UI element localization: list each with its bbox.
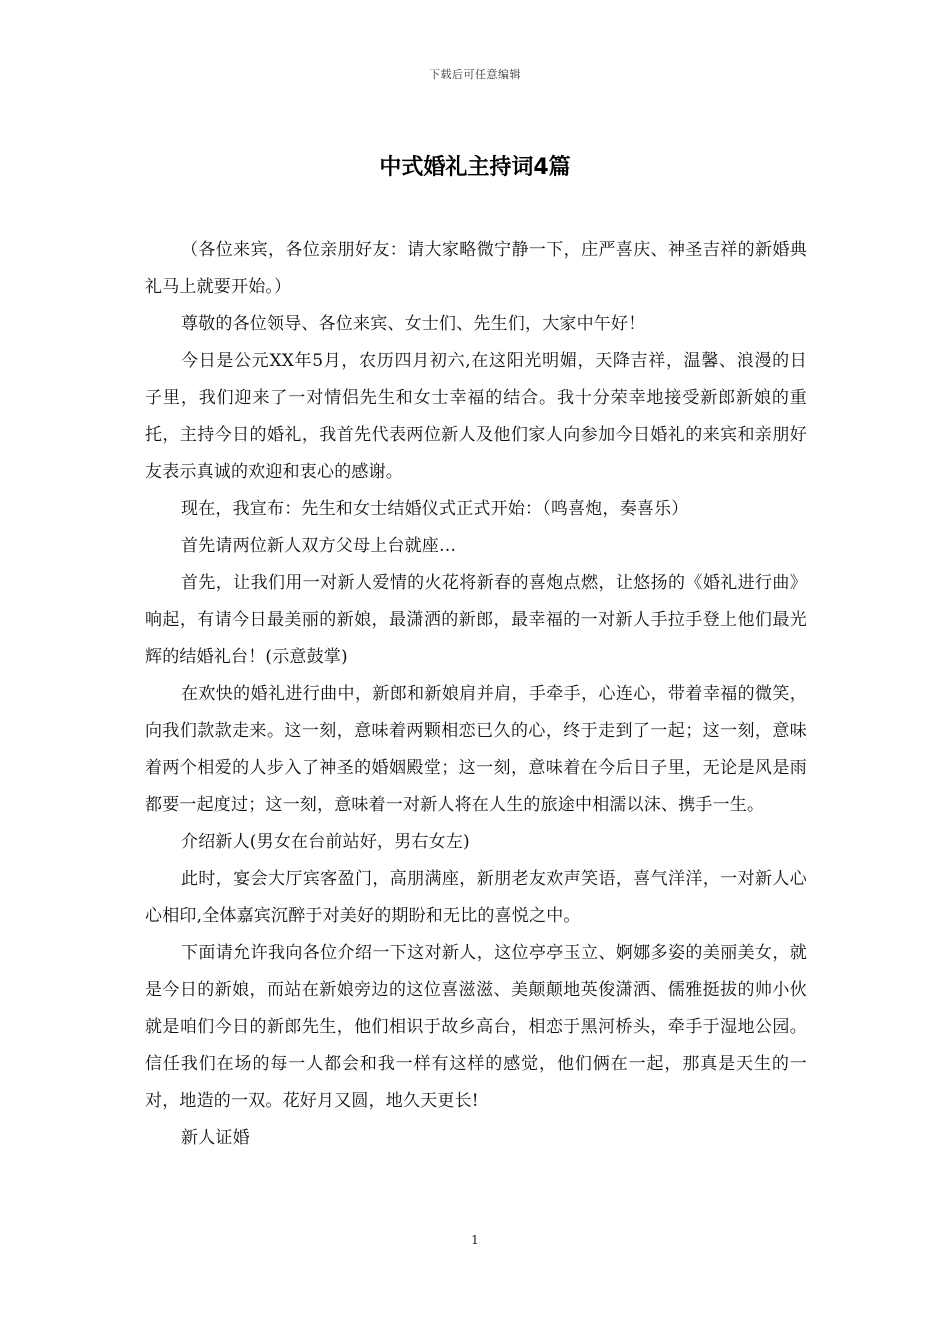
paragraph-date-welcome: 今日是公元XX年5月，农历四月初六,在这阳光明媚，天降吉祥，温馨、浪漫的日子里，我们迎来了一对情侣先生和女士幸福的结合。我十分荣幸地接受新郎新娘的重托，主持今日的婚礼，我首先代表两位新人及他们家人向参加今日婚礼的来宾和亲朋好友表示真诚的欢迎和衷心的感谢。 bbox=[145, 351, 807, 482]
paragraph-wedding-march: 首先，让我们用一对新人爱情的火花将新春的喜炮点燃，让悠扬的《婚礼进行曲》响起，有请今日最美丽的新娘，最潇洒的新郎，最幸福的一对新人手拉手登上他们最光辉的结婚礼台！(示意鼓掌) bbox=[145, 573, 807, 667]
page-header-note: 下载后可任意编辑 bbox=[429, 68, 521, 81]
paragraph-couple-introduction: 下面请允许我向各位介绍一下这对新人，这位亭亭玉立、婀娜多姿的美丽美女，就是今日的新娘，而站在新娘旁边的这位喜滋滋、美颠颠地英俊潇洒、儒雅挺拔的帅小伙就是咱们今日的新郎先生，他们相识于故乡高台，相恋于黑河桥头，牵手于湿地公园。信任我们在场的每一人都会和我一样有这样的感觉，他们俩在一起，那真是天生的一对，地造的一双。花好月又圆，地久天更长! bbox=[145, 943, 807, 1111]
paragraph-greeting: 尊敬的各位领导、各位来宾、女士们、先生们，大家中午好！ bbox=[181, 314, 646, 334]
paragraph-banquet-hall: 此时，宴会大厅宾客盈门，高朋满座，新朋老友欢声笑语，喜气洋洋，一对新人心心相印,全体嘉宾沉醉于对美好的期盼和无比的喜悦之中。 bbox=[145, 869, 807, 926]
paragraph-this-moment: 在欢快的婚礼进行曲中，新郎和新娘肩并肩，手牵手，心连心，带着幸福的微笑，向我们款款走来。这一刻，意味着两颗相恋已久的心，终于走到了一起；这一刻，意味着两个相爱的人步入了神圣的婚姻殿堂；这一刻，意味着在今后日子里，无论是风是雨都要一起度过；这一刻，意味着一对新人将在人生的旅途中相濡以沫、携手一生。 bbox=[145, 684, 807, 815]
document-title: 中式婚礼主持词4篇 bbox=[379, 155, 571, 180]
page-number: 1 bbox=[471, 1233, 479, 1247]
document-body bbox=[145, 232, 807, 1157]
paragraph-ceremony-start: 现在，我宣布：先生和女士结婚仪式正式开始：（鸣喜炮，奏喜乐） bbox=[181, 499, 689, 519]
paragraph-opening-notice: （各位来宾，各位亲朋好友：请大家略微宁静一下，庄严喜庆、神圣吉祥的新婚典礼马上就要开始。） bbox=[145, 240, 807, 297]
paragraph-witness-heading: 新人证婚 bbox=[181, 1128, 250, 1148]
paragraph-parents-seated: 首先请两位新人双方父母上台就座… bbox=[181, 536, 457, 556]
paragraph-introduce-couple-heading: 介绍新人(男女在台前站好，男右女左) bbox=[181, 832, 470, 852]
